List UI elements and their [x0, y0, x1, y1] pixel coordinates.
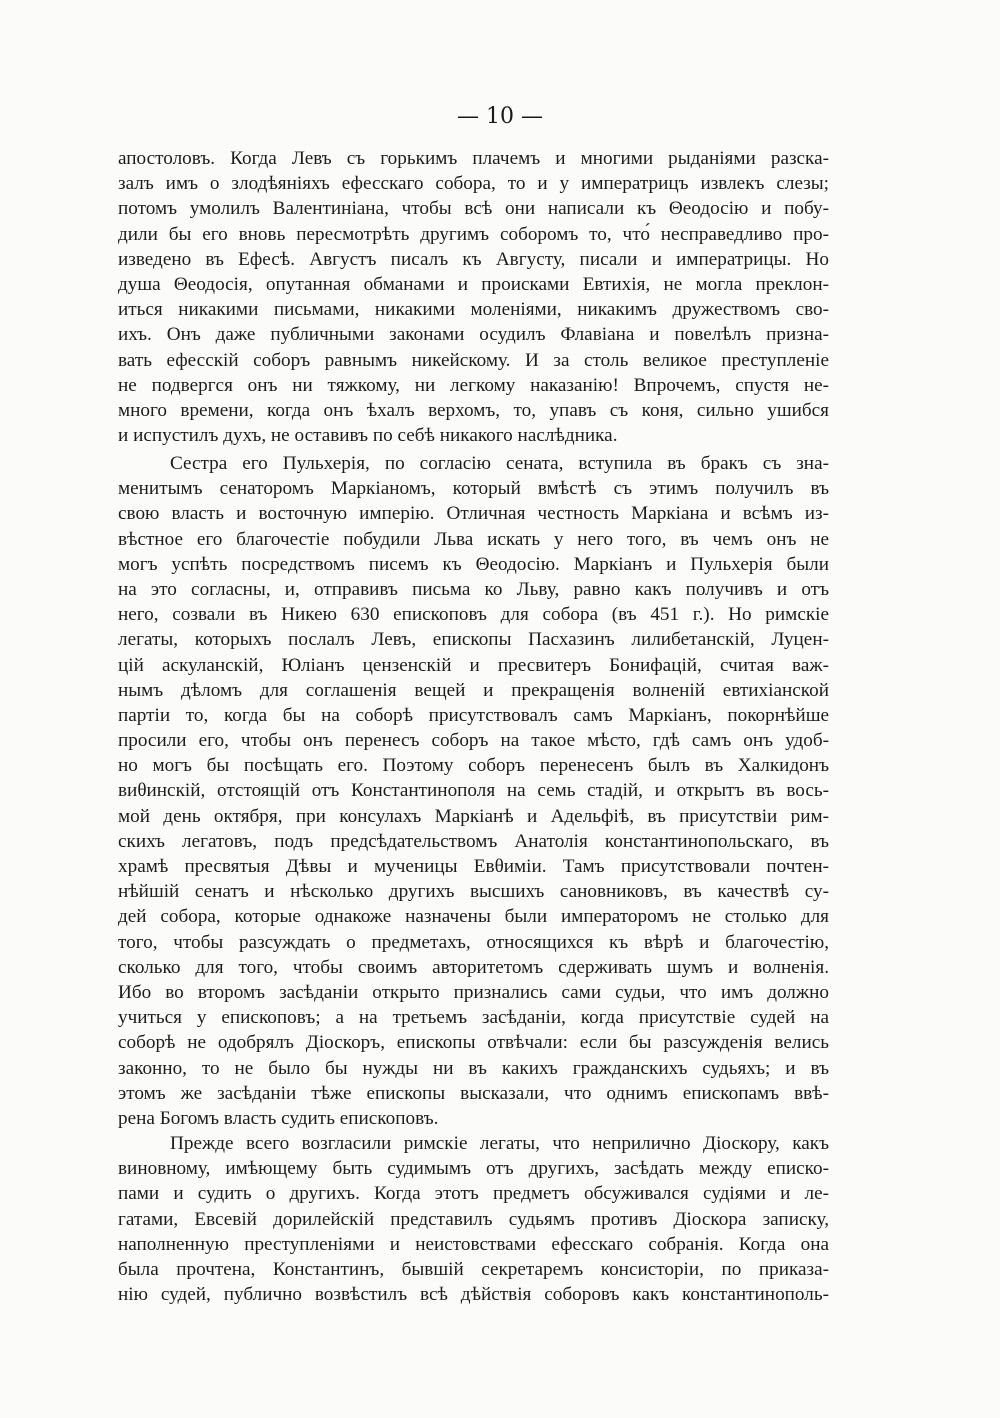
text-line: нѣйшій сенатъ и нѣсколько другихъ высшихъ сановниковъ, въ качествѣ су- [118, 881, 829, 903]
text-line: менитымъ сенаторомъ Маркіаномъ, который вмѣстѣ съ этимъ получилъ въ [118, 478, 829, 500]
text-line: иться никакими письмами, никакими моленіями, никакимъ дружествомъ сво- [118, 299, 829, 321]
text-line: потомъ умолилъ Валентиніана, чтобы всѣ они написали къ Θеодосію и побу- [118, 198, 829, 220]
text-line: и испустилъ духъ, не оставивъ по себѣ никакого наслѣдника. [118, 425, 618, 447]
text-line: него, созвали въ Никею 630 епископовъ для собора (въ 451 г.). Но римскіе [118, 604, 829, 626]
text-line: нымъ дѣломъ для соглашенія вещей и прекращенія волненій евтихіанской [118, 679, 829, 701]
text-line: вать ефесскій соборъ равнымъ никейскому. И за столь великое преступленіе [118, 349, 829, 371]
text-line: была прочтена, Константинъ, бывшій секретаремъ консисторіи, по приказа- [118, 1258, 829, 1280]
paragraph-3 [118, 1131, 829, 1307]
text-line: гатами, Евсевій дорилейскій представилъ судьямъ противъ Діоскора записку, [118, 1208, 829, 1230]
text-line: душа Θеодосія, опутанная обманами и происками Евтихія, не могла преклон- [118, 273, 829, 295]
text-line: свою власть и восточную имперію. Отличная честность Маркіана и всѣмъ из- [118, 503, 829, 525]
text-line: соборѣ не одобрялъ Діоскоръ, епископы отвѣчали: если бы разсужденія велись [118, 1032, 829, 1054]
text-line: пами и судить о другихъ. Когда этотъ предметъ обсуживался судіями и ле- [118, 1183, 829, 1205]
text-line: виновному, имѣющему быть судимымъ отъ другихъ, засѣдать между еписко- [118, 1158, 829, 1180]
text-line: наполненную преступленіями и неистовствами ефесскаго собранія. Когда она [118, 1233, 829, 1255]
text-line: виθинскій, отстоящій отъ Константинополя на семь стадій, и открытъ въ вось- [118, 780, 829, 802]
text-line: изведено въ Ефесѣ. Августъ писалъ къ Августу, писали и императрицы. Но [118, 248, 829, 270]
text-line: не подвергся онъ ни тяжкому, ни легкому наказанію! Впрочемъ, спустя не- [118, 374, 829, 396]
text-line: скихъ легатовъ, подъ предсѣдательствомъ Анатолія константинопольскаго, въ [118, 830, 829, 852]
text-line: этомъ же засѣданіи тѣже епископы высказали, что однимъ епископамъ ввѣ- [118, 1082, 829, 1104]
text-line: нію судей, публично возвѣстилъ всѣ дѣйствія соборовъ какъ константинополь- [118, 1284, 829, 1306]
text-line: много времени, когда онъ ѣхалъ верхомъ, то, упавъ съ коня, сильно ушибся [118, 399, 829, 421]
text-line: законно, то не было бы нужды ни въ какихъ гражданскихъ судьяхъ; и въ [118, 1057, 829, 1079]
text-line: дей собора, которые однакоже назначены были императоромъ не столько для [118, 906, 829, 928]
text-line: учиться у епископовъ; а на третьемъ засѣданіи, когда присутствіе судей на [118, 1007, 829, 1029]
text-line: сколько для того, чтобы своимъ авторитетомъ сдерживать шумъ и волненія. [118, 956, 829, 978]
text-line: залъ имъ о злодѣяніяхъ ефесскаго собора, то и у императрицъ извлекъ слезы; [118, 173, 829, 195]
text-line: партіи то, когда бы на соборѣ присутствовалъ самъ Маркіанъ, покорнѣйше [118, 704, 829, 726]
text-line: но могъ бы посѣщать его. Поэтому соборъ перенесенъ былъ въ Халкидонъ [118, 755, 829, 777]
text-line: вѣстное его благочестіе побудили Льва искать у него того, въ чемъ онъ не [118, 528, 829, 550]
text-line: просили его, чтобы онъ перенесъ соборъ на такое мѣсто, гдѣ самъ онъ удоб- [118, 730, 829, 752]
text-line: того, чтобы разсуждать о предметахъ, относящихся къ вѣрѣ и благочестію, [118, 931, 829, 953]
text-line: Сестра его Пульхерія, по согласію сената, вступила въ бракъ съ зна- [170, 453, 829, 474]
text-line: храмѣ пресвятыя Дѣвы и мученицы Евθиміи. Тамъ присутствовали почтен- [118, 856, 829, 877]
text-line: Прежде всего возгласили римскіе легаты, что неприлично Діоскору, какъ [170, 1133, 829, 1154]
text-line: цій аскуланскій, Юліанъ цензенскій и пресвитеръ Бонифацій, считая важ- [118, 654, 829, 676]
paragraph-2 [118, 451, 829, 1131]
text-line: Ибо во второмъ засѣданіи открыто признались сами судьи, что имъ должно [118, 981, 829, 1003]
paragraph-1 [118, 146, 829, 448]
text-line: дили бы его вновь пересмотрѣть другимъ соборомъ то, что́ несправедливо про- [118, 223, 829, 245]
text-line: мой день октября, при консулахъ Маркіанѣ и Адельфіѣ, въ присутствіи рим- [118, 805, 829, 827]
text-line: на это согласны, и, отправивъ письма ко Льву, равно какъ получивъ и отъ [118, 578, 829, 600]
text-line: апостоловъ. Когда Левъ съ горькимъ плачемъ и многими рыданіями разска- [118, 148, 829, 169]
text-line: ихъ. Онъ даже публичными законами осудилъ Флавіана и повелѣлъ призна- [118, 324, 829, 346]
text-line: легаты, которыхъ послалъ Левъ, епископы Пасхазинъ лилибетанскій, Луцен- [118, 629, 829, 651]
page-number: — 10 — [457, 104, 543, 129]
text-line: могъ успѣть посредствомъ писемъ къ Θеодосію. Маркіанъ и Пульхерія были [118, 553, 829, 575]
text-line: рена Богомъ власть судить епископовъ. [118, 1107, 439, 1129]
